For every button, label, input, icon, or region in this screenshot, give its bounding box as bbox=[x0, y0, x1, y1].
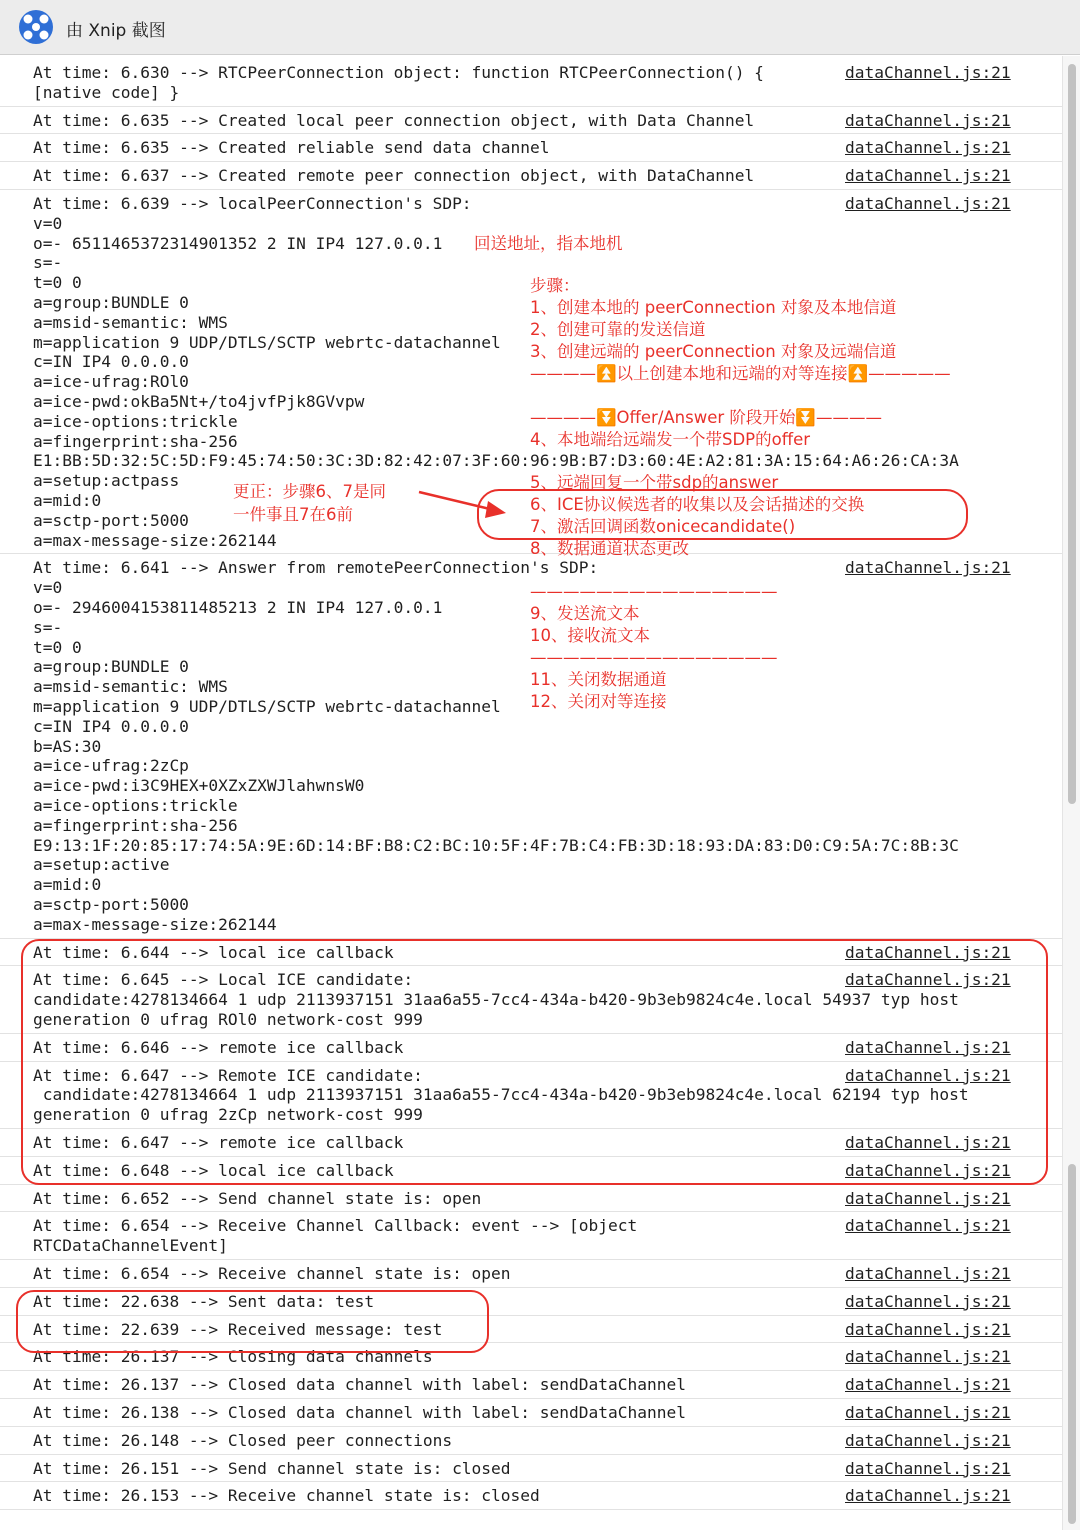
step-6: 6、ICE协议候选者的收集以及会话描述的交换 bbox=[530, 495, 865, 514]
log-message: At time: 6.647 --> remote ice callback bbox=[33, 1133, 404, 1152]
divider-connection: ————⏫以上创建本地和远端的对等连接⏫————— bbox=[530, 364, 951, 383]
log-source-link[interactable]: dataChannel.js:21 bbox=[845, 1264, 1011, 1283]
log-message: At time: 6.635 --> Created reliable send data channel bbox=[33, 138, 550, 158]
log-message: At time: 6.647 --> Remote ICE candidate: candidate:4278134664 1 udp 2113937151 31aa6a55-7cc4-434a-b420-9b3eb9824c4e.local 62194 typ host generation 0 ufrag 2zCp network-cost 999 bbox=[33, 1065, 969, 1125]
window-title: 由 Xnip 截图 bbox=[66, 21, 166, 41]
log-source-link[interactable]: dataChannel.js:21 bbox=[845, 1347, 1011, 1367]
log-source-link[interactable]: dataChannel.js:21 bbox=[845, 110, 1011, 130]
log-message: At time: 26.137 --> Closing data channels bbox=[33, 1347, 433, 1367]
log-source-link[interactable]: dataChannel.js:21 bbox=[845, 138, 1011, 158]
log-source-link[interactable]: dataChannel.js:21 bbox=[845, 1065, 1011, 1085]
step-2: 2、创建可靠的发送信道 bbox=[530, 320, 706, 339]
log-source-link[interactable]: dataChannel.js:21 bbox=[845, 1430, 1011, 1450]
log-source-link[interactable]: dataChannel.js:21 bbox=[845, 1486, 1011, 1506]
log-message: At time: 26.138 --> Closed data channel with label: sendDataChannel bbox=[33, 1403, 686, 1422]
step-1: 1、创建本地的 peerConnection 对象及本地信道 bbox=[530, 298, 897, 317]
log-message: At time: 26.153 --> Receive channel state is: closed bbox=[33, 1486, 540, 1506]
log-message: At time: 6.654 --> Receive channel state is: open bbox=[33, 1264, 511, 1283]
log-source-link[interactable]: dataChannel.js:21 bbox=[845, 63, 1011, 82]
log-message: At time: 6.630 --> RTCPeerConnection object: function RTCPeerConnection() { [native code] } bbox=[33, 63, 764, 102]
log-message: At time: 6.637 --> Created remote peer connection object, with DataChannel bbox=[33, 166, 755, 186]
steps-title: 步骤： bbox=[530, 276, 580, 295]
log-message: At time: 6.652 --> Send channel state is: open bbox=[33, 1188, 482, 1208]
divider-offer-answer: ————⏬Offer/Answer 阶段开始⏬———— bbox=[530, 408, 882, 427]
log-message: At time: 6.639 --> localPeerConnection's SDP: v=0 o=- 6511465372314901352 2 IN IP4 127.0.0.1 s=- t=0 0 a=group:BUNDLE 0 a=msid-semantic: WMS m=application 9 UDP/DTLS/SCTP webrtc-datachannel c=IN IP4 0.0.0.0 a=ice-ufrag:ROl0 a=ice-pwd:okBa5Nt+/to4jvfPjk8GVvpw a=ice-options:trickle a=fingerprint:sha-256 E1:BB:5D:32:5C:5D:F9:45:74:50:3C:3D:82:42:07:3F:60:96:9B:B7:D3:60:4E:A2:81:3A:15:64:A6:26:CA:3A a=setup:actpass a=mid:0 a=sctp-port:5000 a=max-message-size:262144 bbox=[33, 194, 959, 550]
log-message: At time: 26.148 --> Closed peer connections bbox=[33, 1430, 453, 1450]
log-source-link[interactable]: dataChannel.js:21 bbox=[845, 558, 1011, 578]
log-message: At time: 6.646 --> remote ice callback bbox=[33, 1037, 404, 1057]
log-message: At time: 26.137 --> Closed data channel with label: sendDataChannel bbox=[33, 1375, 686, 1395]
divider-3: ——————————————— bbox=[530, 582, 778, 601]
log-source-link[interactable]: dataChannel.js:21 bbox=[845, 1160, 1011, 1180]
log-source-link[interactable]: dataChannel.js:21 bbox=[845, 1403, 1011, 1422]
step-11: 11、关闭数据通道 bbox=[530, 670, 667, 689]
step-10: 10、接收流文本 bbox=[530, 626, 650, 645]
step-7: 7、激活回调函数onicecandidate() bbox=[530, 517, 796, 536]
step-8: 8、数据通道状态更改 bbox=[530, 539, 689, 558]
step-5: 5、远端回复一个带sdp的answer bbox=[530, 473, 779, 492]
correction-line-2: 一件事且7在6前 bbox=[233, 505, 353, 524]
log-source-link[interactable]: dataChannel.js:21 bbox=[845, 1216, 1011, 1236]
log-source-link[interactable]: dataChannel.js:21 bbox=[845, 194, 1011, 213]
step-3: 3、创建远端的 peerConnection 对象及远端信道 bbox=[530, 342, 897, 361]
log-message: At time: 6.644 --> local ice callback bbox=[33, 942, 394, 962]
correction-line-1: 更正：步骤6、7是同 bbox=[233, 482, 386, 501]
log-source-link[interactable]: dataChannel.js:21 bbox=[845, 970, 1011, 990]
divider-4: ——————————————— bbox=[530, 648, 778, 667]
log-message: At time: 6.648 --> local ice callback bbox=[33, 1160, 394, 1180]
log-message: At time: 6.654 --> Receive Channel Callback: event --> [object RTCDataChannelEvent] bbox=[33, 1216, 638, 1256]
log-source-link[interactable]: dataChannel.js:21 bbox=[845, 1375, 1011, 1395]
log-message: At time: 22.638 --> Sent data: test bbox=[33, 1291, 375, 1311]
log-source-link[interactable]: dataChannel.js:21 bbox=[845, 1291, 1011, 1311]
log-source-link[interactable]: dataChannel.js:21 bbox=[845, 1458, 1011, 1478]
step-9: 9、发送流文本 bbox=[530, 604, 640, 623]
loopback-note: 回送地址，指本地机 bbox=[474, 234, 623, 253]
log-source-link[interactable]: dataChannel.js:21 bbox=[845, 1037, 1011, 1057]
log-message: At time: 6.645 --> Local ICE candidate: candidate:4278134664 1 udp 2113937151 31aa6a55-7cc4-434a-b420-9b3eb9824c4e.local 54937 typ host generation 0 ufrag ROl0 network-cost 999 bbox=[33, 970, 959, 1029]
log-message: At time: 22.639 --> Received message: test bbox=[33, 1319, 443, 1339]
log-source-link[interactable]: dataChannel.js:21 bbox=[845, 1133, 1011, 1152]
log-message: At time: 26.151 --> Send channel state is: closed bbox=[33, 1458, 511, 1478]
log-message: At time: 6.641 --> Answer from remotePeerConnection's SDP: v=0 o=- 2946004153811485213 2 IN IP4 127.0.0.1 s=- t=0 0 a=group:BUNDLE 0 a=msid-semantic: WMS m=application 9 UDP/DTLS/SCTP webrtc-datachannel c=IN IP4 0.0.0.0 b=AS:30 a=ice-ufrag:2zCp a=ice-pwd:i3C9HEX+0XZxZXWJlahwnsW0 a=ice-options:trickle a=fingerprint:sha-256 E9:13:1F:20:85:17:74:5A:9E:6D:14:BF:B8:C2:BC:10:5F:4F:7B:C4:FB:3D:18:93:DA:83:D0:C9:5A:7C:8B:3C a=setup:active a=mid:0 a=sctp-port:5000 a=max-message-size:262144 bbox=[33, 558, 959, 934]
log-source-link[interactable]: dataChannel.js:21 bbox=[845, 166, 1011, 186]
step-12: 12、关闭对等连接 bbox=[530, 692, 667, 711]
log-source-link[interactable]: dataChannel.js:21 bbox=[845, 1319, 1011, 1339]
log-source-link[interactable]: dataChannel.js:21 bbox=[845, 942, 1011, 962]
log-message: At time: 6.635 --> Created local peer connection object, with Data Channel bbox=[33, 110, 755, 130]
step-4: 4、本地端给远端发一个带SDP的offer bbox=[530, 430, 811, 449]
log-source-link[interactable]: dataChannel.js:21 bbox=[845, 1188, 1011, 1208]
